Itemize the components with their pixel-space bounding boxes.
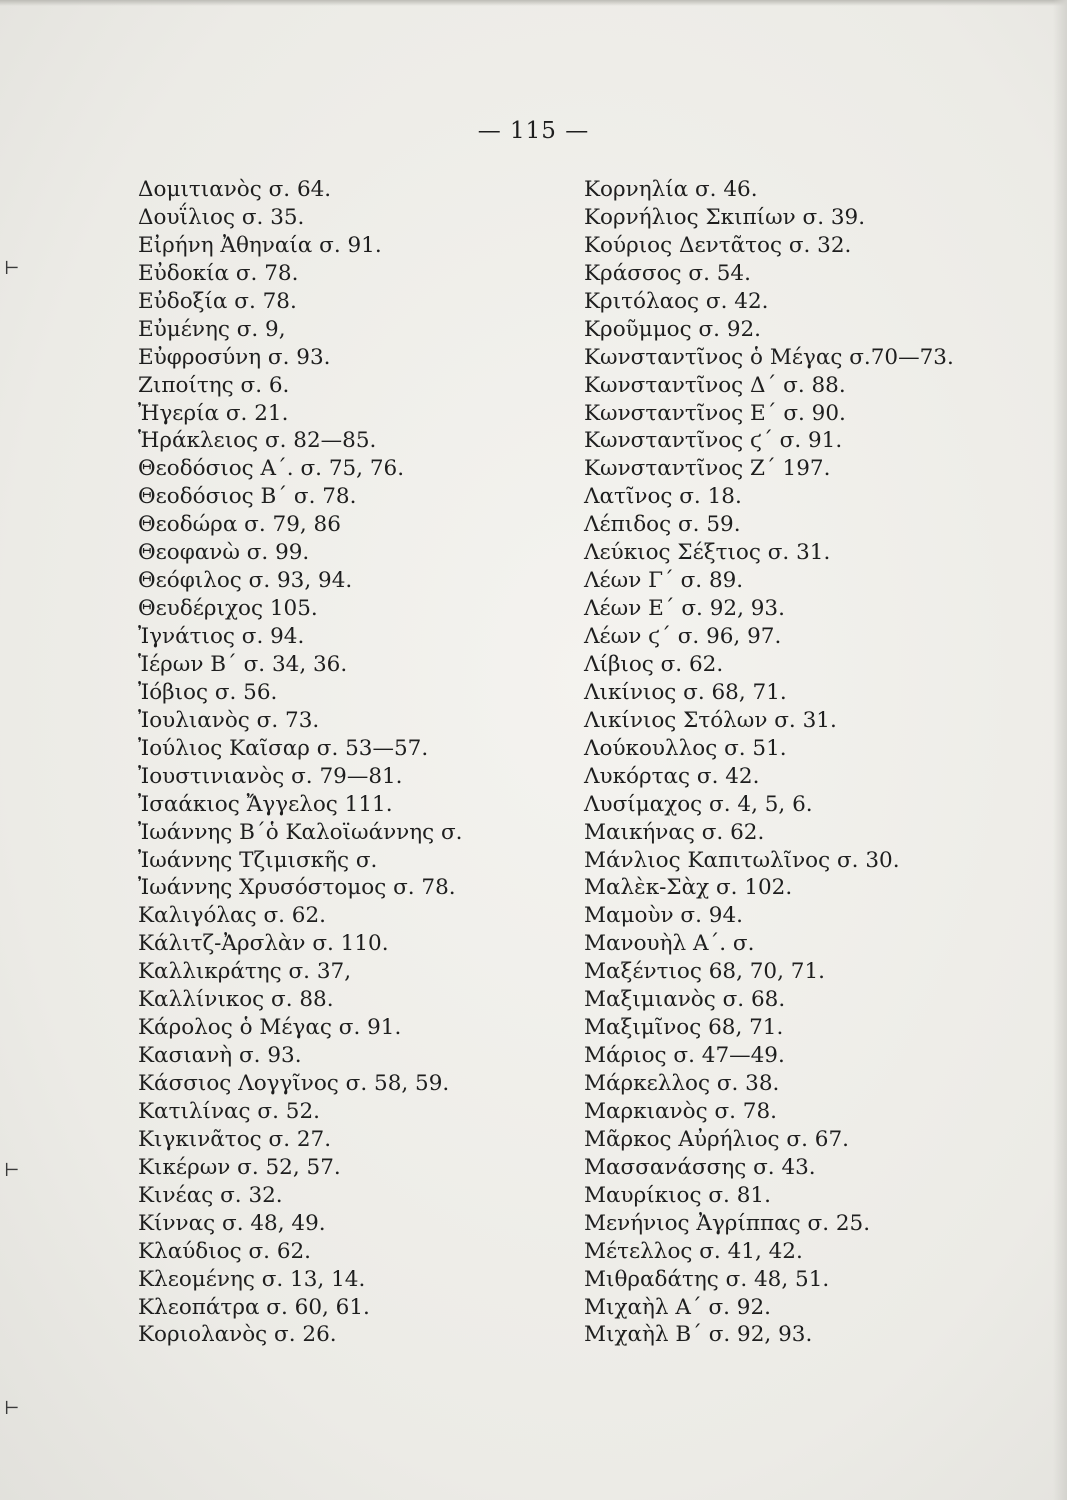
margin-bracket-mark: ⊢ xyxy=(4,258,20,279)
index-entry: Δομιτιανὸς σ. 64. xyxy=(138,177,332,202)
index-entry: Θεοδώρα σ. 79, 86 xyxy=(138,512,341,538)
index-entry: Εὐμένης σ. 9, xyxy=(138,316,286,342)
index-entry: Λίβιος σ. 62. xyxy=(584,651,724,677)
index-entry: Κιγκινᾶτος σ. 27. xyxy=(138,1126,332,1152)
index-entry: Κάρολος ὁ Μέγας σ. 91. xyxy=(138,1015,402,1041)
index-entry: Μανουὴλ Α΄. σ. xyxy=(584,931,755,957)
index-entry: Κινέας σ. 32. xyxy=(138,1182,283,1208)
index-entry: Θεόφιλος σ. 93, 94. xyxy=(138,568,353,594)
index-entry: Εὐδοξία σ. 78. xyxy=(138,288,297,314)
index-entry: Μασσανάσσης σ. 43. xyxy=(584,1154,816,1180)
index-entry: Καλλικράτης σ. 37, xyxy=(138,959,352,985)
index-entry: Λέων Ε΄ σ. 92, 93. xyxy=(584,596,785,622)
index-column-left xyxy=(138,176,578,1349)
index-entry: Λέων ϛ΄ σ. 96, 97. xyxy=(584,624,782,649)
index-entry: Κωνσταντῖνος ϛ΄ σ. 91. xyxy=(584,428,843,454)
index-entry: Μαξιμιανὸς σ. 68. xyxy=(584,987,786,1013)
index-entry: Μέτελλος σ. 41, 42. xyxy=(584,1238,803,1264)
index-entry: Ἰόβιος σ. 56. xyxy=(138,679,278,705)
index-entry: Κατιλίνας σ. 52. xyxy=(138,1098,320,1124)
index-entry: Δουΐλιος σ. 35. xyxy=(138,204,305,230)
index-entry: Μενήνιος Ἀγρίππας σ. 25. xyxy=(584,1210,871,1236)
index-entry: Μαλὲκ-Σὰχ σ. 102. xyxy=(584,875,793,901)
index-entry: Κορνήλιος Σκιπίων σ. 39. xyxy=(584,204,866,230)
index-entry: Λικίνιος Στόλων σ. 31. xyxy=(584,707,837,733)
index-entry: Κίννας σ. 48, 49. xyxy=(138,1210,326,1236)
index-entry: Μᾶρκος Αὐρήλιος σ. 67. xyxy=(584,1126,849,1152)
index-entry: Λατῖνος σ. 18. xyxy=(584,484,742,510)
index-entry: Λούκουλλος σ. 51. xyxy=(584,735,787,761)
page-right-shadow xyxy=(1053,0,1067,1500)
index-entry: Μάρκελλος σ. 38. xyxy=(584,1071,780,1096)
index-entry: Μάριος σ. 47—49. xyxy=(584,1043,785,1069)
index-entry: Μιχαὴλ Β΄ σ. 92, 93. xyxy=(584,1322,813,1348)
index-entry: Εἰρήνη Ἀθηναία σ. 91. xyxy=(138,232,382,258)
index-entry: Κλαύδιος σ. 62. xyxy=(138,1238,312,1264)
index-entry: Ἰωάννης Χρυσόστομος σ. 78. xyxy=(138,875,456,901)
page-top-shadow xyxy=(0,0,1067,6)
index-entry: Κορνηλία σ. 46. xyxy=(584,177,758,202)
index-entry: Εὐφροσύνη σ. 93. xyxy=(138,344,331,370)
index-entry: Μαυρίκιος σ. 81. xyxy=(584,1182,771,1208)
index-entry: Κράσσος σ. 54. xyxy=(584,260,751,286)
index-entry: Μιθραδάτης σ. 48, 51. xyxy=(584,1266,830,1292)
index-entry: Ἰγνάτιος σ. 94. xyxy=(138,624,305,649)
index-entry: Ἰουστινιανὸς σ. 79—81. xyxy=(138,763,403,789)
index-entry: Θευδέριχος 105. xyxy=(138,596,318,622)
index-entry: Ἡράκλειος σ. 82—85. xyxy=(138,428,377,454)
index-entry: Κωνσταντῖνος Δ΄ σ. 88. xyxy=(584,372,846,398)
index-entry: Κικέρων σ. 52, 57. xyxy=(138,1154,341,1180)
index-entry: Κασιανὴ σ. 93. xyxy=(138,1043,302,1069)
page-number: — 115 — xyxy=(477,118,590,144)
index-entry: Ζιποίτης σ. 6. xyxy=(138,372,290,398)
index-entry: Ἰωάννης Β΄ὁ Καλοϊωάννης σ. xyxy=(138,819,463,845)
index-entry: Θεοδόσιος Α΄. σ. 75, 76. xyxy=(138,456,405,482)
index-entry: Καλιγόλας σ. 62. xyxy=(138,903,326,929)
index-entry: Καλλίνικος σ. 88. xyxy=(138,987,334,1013)
index-entry: Μιχαὴλ Α΄ σ. 92. xyxy=(584,1294,771,1320)
margin-bracket-mark: ⊢ xyxy=(4,1398,20,1419)
index-entry: Μαξέντιος 68, 70, 71. xyxy=(584,959,825,985)
index-entry: Λυκόρτας σ. 42. xyxy=(584,763,760,789)
index-entry: Κροῦμμος σ. 92. xyxy=(584,316,762,342)
index-entry: Θεοδόσιος Β΄ σ. 78. xyxy=(138,484,357,510)
margin-bracket-mark: ⊢ xyxy=(4,1160,20,1181)
index-entry: Κωνσταντῖνος Ε΄ σ. 90. xyxy=(584,400,846,426)
index-entry: Ἠγερία σ. 21. xyxy=(138,400,289,426)
index-entry: Κριτόλαος σ. 42. xyxy=(584,288,769,314)
index-entry: Μαμοὺν σ. 94. xyxy=(584,903,743,929)
index-entry: Κωνσταντῖνος Ζ΄ 197. xyxy=(584,456,831,482)
index-entry: Λεύκιος Σέξτιος σ. 31. xyxy=(584,540,831,566)
index-entry: Μαξιμῖνος 68, 71. xyxy=(584,1015,784,1041)
index-entry: Κωνσταντῖνος ὁ Μέγας σ.70—73. xyxy=(584,344,954,370)
index-entry: Κούριος Δεντᾶτος σ. 32. xyxy=(584,232,852,258)
index-entry: Λικίνιος σ. 68, 71. xyxy=(584,679,787,705)
index-entry: Κάλιτζ-Ἀρσλὰν σ. 110. xyxy=(138,931,389,957)
index-entry: Ἰσαάκιος Ἄγγελος 111. xyxy=(138,791,393,817)
index-entry: Ἰωάννης Τζιμισκῆς σ. xyxy=(138,847,378,873)
index-entry: Κλεομένης σ. 13, 14. xyxy=(138,1266,366,1292)
index-column-right xyxy=(584,176,1054,1349)
index-entry: Εὐδοκία σ. 78. xyxy=(138,260,299,286)
index-entry: Λέων Γ΄ σ. 89. xyxy=(584,568,744,594)
index-entry: Μαικήνας σ. 62. xyxy=(584,819,765,845)
index-entry: Ἰουλιανὸς σ. 73. xyxy=(138,707,320,733)
index-entry: Κάσσιος Λογγῖνος σ. 58, 59. xyxy=(138,1071,450,1096)
index-entry: Ἱέρων Β΄ σ. 34, 36. xyxy=(138,651,348,677)
index-entry: Κλεοπάτρα σ. 60, 61. xyxy=(138,1294,370,1320)
index-entry: Λυσίμαχος σ. 4, 5, 6. xyxy=(584,791,813,817)
index-entry: Θεοφανὼ σ. 99. xyxy=(138,540,310,566)
index-entry: Κοριολανὸς σ. 26. xyxy=(138,1322,337,1348)
index-entry: Μάνλιος Καπιτωλῖνος σ. 30. xyxy=(584,847,900,873)
index-entry: Μαρκιανὸς σ. 78. xyxy=(584,1098,777,1124)
index-entry: Λέπιδος σ. 59. xyxy=(584,512,741,538)
index-entry: Ἰούλιος Καῖσαρ σ. 53—57. xyxy=(138,735,429,761)
